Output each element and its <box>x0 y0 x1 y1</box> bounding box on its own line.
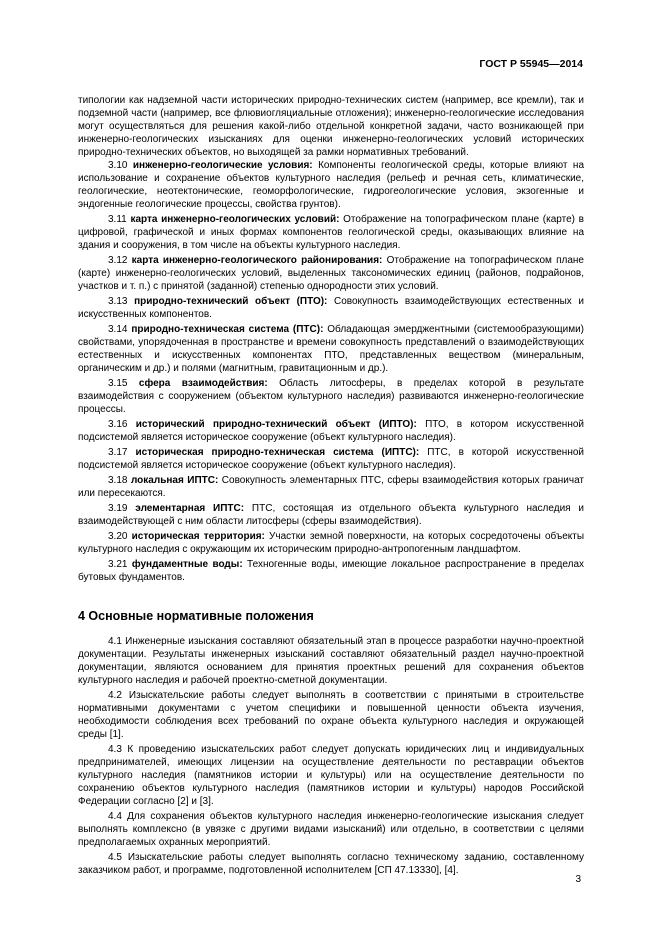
term-definition <box>78 377 584 416</box>
term-name: исторический природно-технический объект (ИПТО): <box>135 419 417 430</box>
term-definition <box>78 530 584 556</box>
term-number: 3.14 <box>108 324 128 335</box>
term-text: Компоненты геологической среды, которые влияют на использование и сохранение объектов культурного наследия (рельеф и речная сеть, климатические, геологические, неотектонические, геоморфологические, гидрогеологические условия, экзогенные и эндогенные геологические процессы, свойства грунтов). <box>78 160 585 210</box>
term-text: ПТО, в котором искусственной подсистемой является историческое сооружение (объект культурного наследия). <box>78 419 584 443</box>
term-text: Отображение на топографическом плане (карте) в цифровой, графической и иных формах компонентов геологической среды, оказывающих влияние на здания и сооружения, в том числе на объекты культурного наследия. <box>78 214 584 251</box>
term-text: ПТС, состоящая из отдельного объекта культурного наследия и взаимодействующей с ним области литосферы (сферы взаимодействия). <box>78 503 584 527</box>
term-number: 3.19 <box>108 503 128 514</box>
intro-paragraph: типологии как надземной части исторических природно-технических систем (например, все кремли), так и подземной части (например, все флювиогляциальные отложения); инженерно-геологические исследования могут осуществляться для решения какой-либо отдельной конкретной задачи, часто возникающей при инженерно-геологических изысканиях для оценки инженерно-геологических условий исторических природно-технических объектов, но выходящей за рамки нормативных требований. <box>78 95 584 158</box>
term-number: 3.13 <box>108 296 128 307</box>
term-name: сфера взаимодействия: <box>138 378 268 389</box>
page-number: 3 <box>575 874 581 885</box>
term-name: природно-техническая система (ПТС): <box>131 324 324 335</box>
term-number: 3.11 <box>108 214 127 225</box>
section-paragraphs <box>78 635 584 877</box>
term-name: историческая природно-техническая система (ИПТС): <box>135 447 420 458</box>
section-paragraph: 4.5 Изыскательские работы следует выполнять согласно техническому заданию, составленному заказчиком работ, и программе, подготовленной исполнителем [СП 47.13330], [4]. <box>78 852 584 876</box>
term-text: Обладающая эмерджентными (системообразующими) свойствами, упорядоченная в пространстве и времени совокупность представлений о взаимодействующих естественных и искусственных компонентах ПТО, представленных веществом (минеральным, органическим и др.) и полями (магнитным, гравитационным и др.). <box>78 324 584 374</box>
term-name: элементарная ИПТС: <box>135 503 245 514</box>
term-definition <box>78 159 584 211</box>
section-paragraph: 4.2 Изыскательские работы следует выполнять в соответствии с принятыми в строительстве нормативными документами с учетом специфики и повышенной ценности объекта изучения, необходимости соблюдения всех требований по охране объекта культурного наследия и окружающей среды [1]. <box>78 690 584 740</box>
term-number: 3.20 <box>108 531 128 542</box>
terms-list <box>78 159 584 584</box>
term-definition <box>78 213 584 252</box>
term-name: природно-технический объект (ПТО): <box>134 296 328 307</box>
term-text: Участки земной поверхности, на которых сосредоточены объекты культурного наследия с окружающим их историческим природно-антропогенным ландшафтом. <box>78 531 585 555</box>
term-text: Совокупность элементарных ПТС, сферы взаимодействия которых граничат или пересекаются. <box>78 475 584 499</box>
term-name: карта инженерно-геологического районирования: <box>131 255 383 266</box>
term-text: Область литосферы, в пределах которой в результате взаимодействия с сооружением (объектом культурного наследия) развиваются инженерно-геологические процессы. <box>78 378 584 415</box>
term-definition <box>78 295 584 321</box>
section-paragraph: 4.4 Для сохранения объектов культурного наследия инженерно-геологические изыскания следует выполнять комплексно (в увязке с другими видами изысканий) или отдельно, в соответствии с целями предполагаемых охранных мероприятий. <box>78 811 584 848</box>
term-name: локальная ИПТС: <box>130 475 219 486</box>
term-text: Техногенные воды, имеющие локальное распространение в пределах бутовых фундаментов. <box>78 559 585 583</box>
section-heading: 4 Основные нормативные положения <box>78 609 314 623</box>
term-number: 3.15 <box>108 378 128 389</box>
term-name: историческая территория: <box>131 531 265 542</box>
term-definition <box>78 446 584 472</box>
term-text: Отображение на топографическом плане (карте) инженерно-геологических условий, выделенных таксономических единиц (районов, подрайонов, участков и т. п.) с принятой (заданной) степенью однородности этих условий. <box>78 255 584 292</box>
term-name: фундаментные воды: <box>131 559 243 570</box>
term-text: ПТС, в которой искусственной подсистемой является историческое сооружение (объект культурного наследия). <box>78 447 584 471</box>
term-definition <box>78 254 584 293</box>
term-definition <box>78 502 584 528</box>
term-number: 3.17 <box>108 447 128 458</box>
term-number: 3.16 <box>108 419 128 430</box>
term-text: Совокупность взаимодействующих естественных и искусственных компонентов. <box>78 296 584 320</box>
term-number: 3.21 <box>108 559 128 570</box>
term-number: 3.12 <box>108 255 128 266</box>
document-body <box>78 94 584 877</box>
term-name: инженерно-геологические условия: <box>132 160 313 171</box>
section-paragraph: 4.1 Инженерные изыскания составляют обязательный этап в процессе разработки научно-проектной документации. Результаты инженерных изысканий составляют обязательный раздел научно-проектной документации, являются основанием для принятия проектных решений для сохранения объектов культурного наследия и рабочей проектно-сметной документации. <box>78 636 584 686</box>
term-definition <box>78 558 584 584</box>
term-number: 3.10 <box>108 160 128 171</box>
term-name: карта инженерно-геологических условий: <box>130 214 340 225</box>
section-paragraph: 4.3 К проведению изыскательских работ следует допускать юридических лиц и индивидуальных предпринимателей, имеющих лицензии на осуществление деятельности по реставрации объектов культурного наследия (памятников истории и культуры) или на осуществление деятельности по сохранению объектов культурного наследия (памятников истории и культуры) народов Российской Федерации согласно [2] и [3]. <box>78 744 584 807</box>
term-definition <box>78 474 584 500</box>
term-definition <box>78 323 584 375</box>
term-number: 3.18 <box>108 475 128 486</box>
term-definition <box>78 418 584 444</box>
document-code: ГОСТ Р 55945—2014 <box>479 58 583 70</box>
